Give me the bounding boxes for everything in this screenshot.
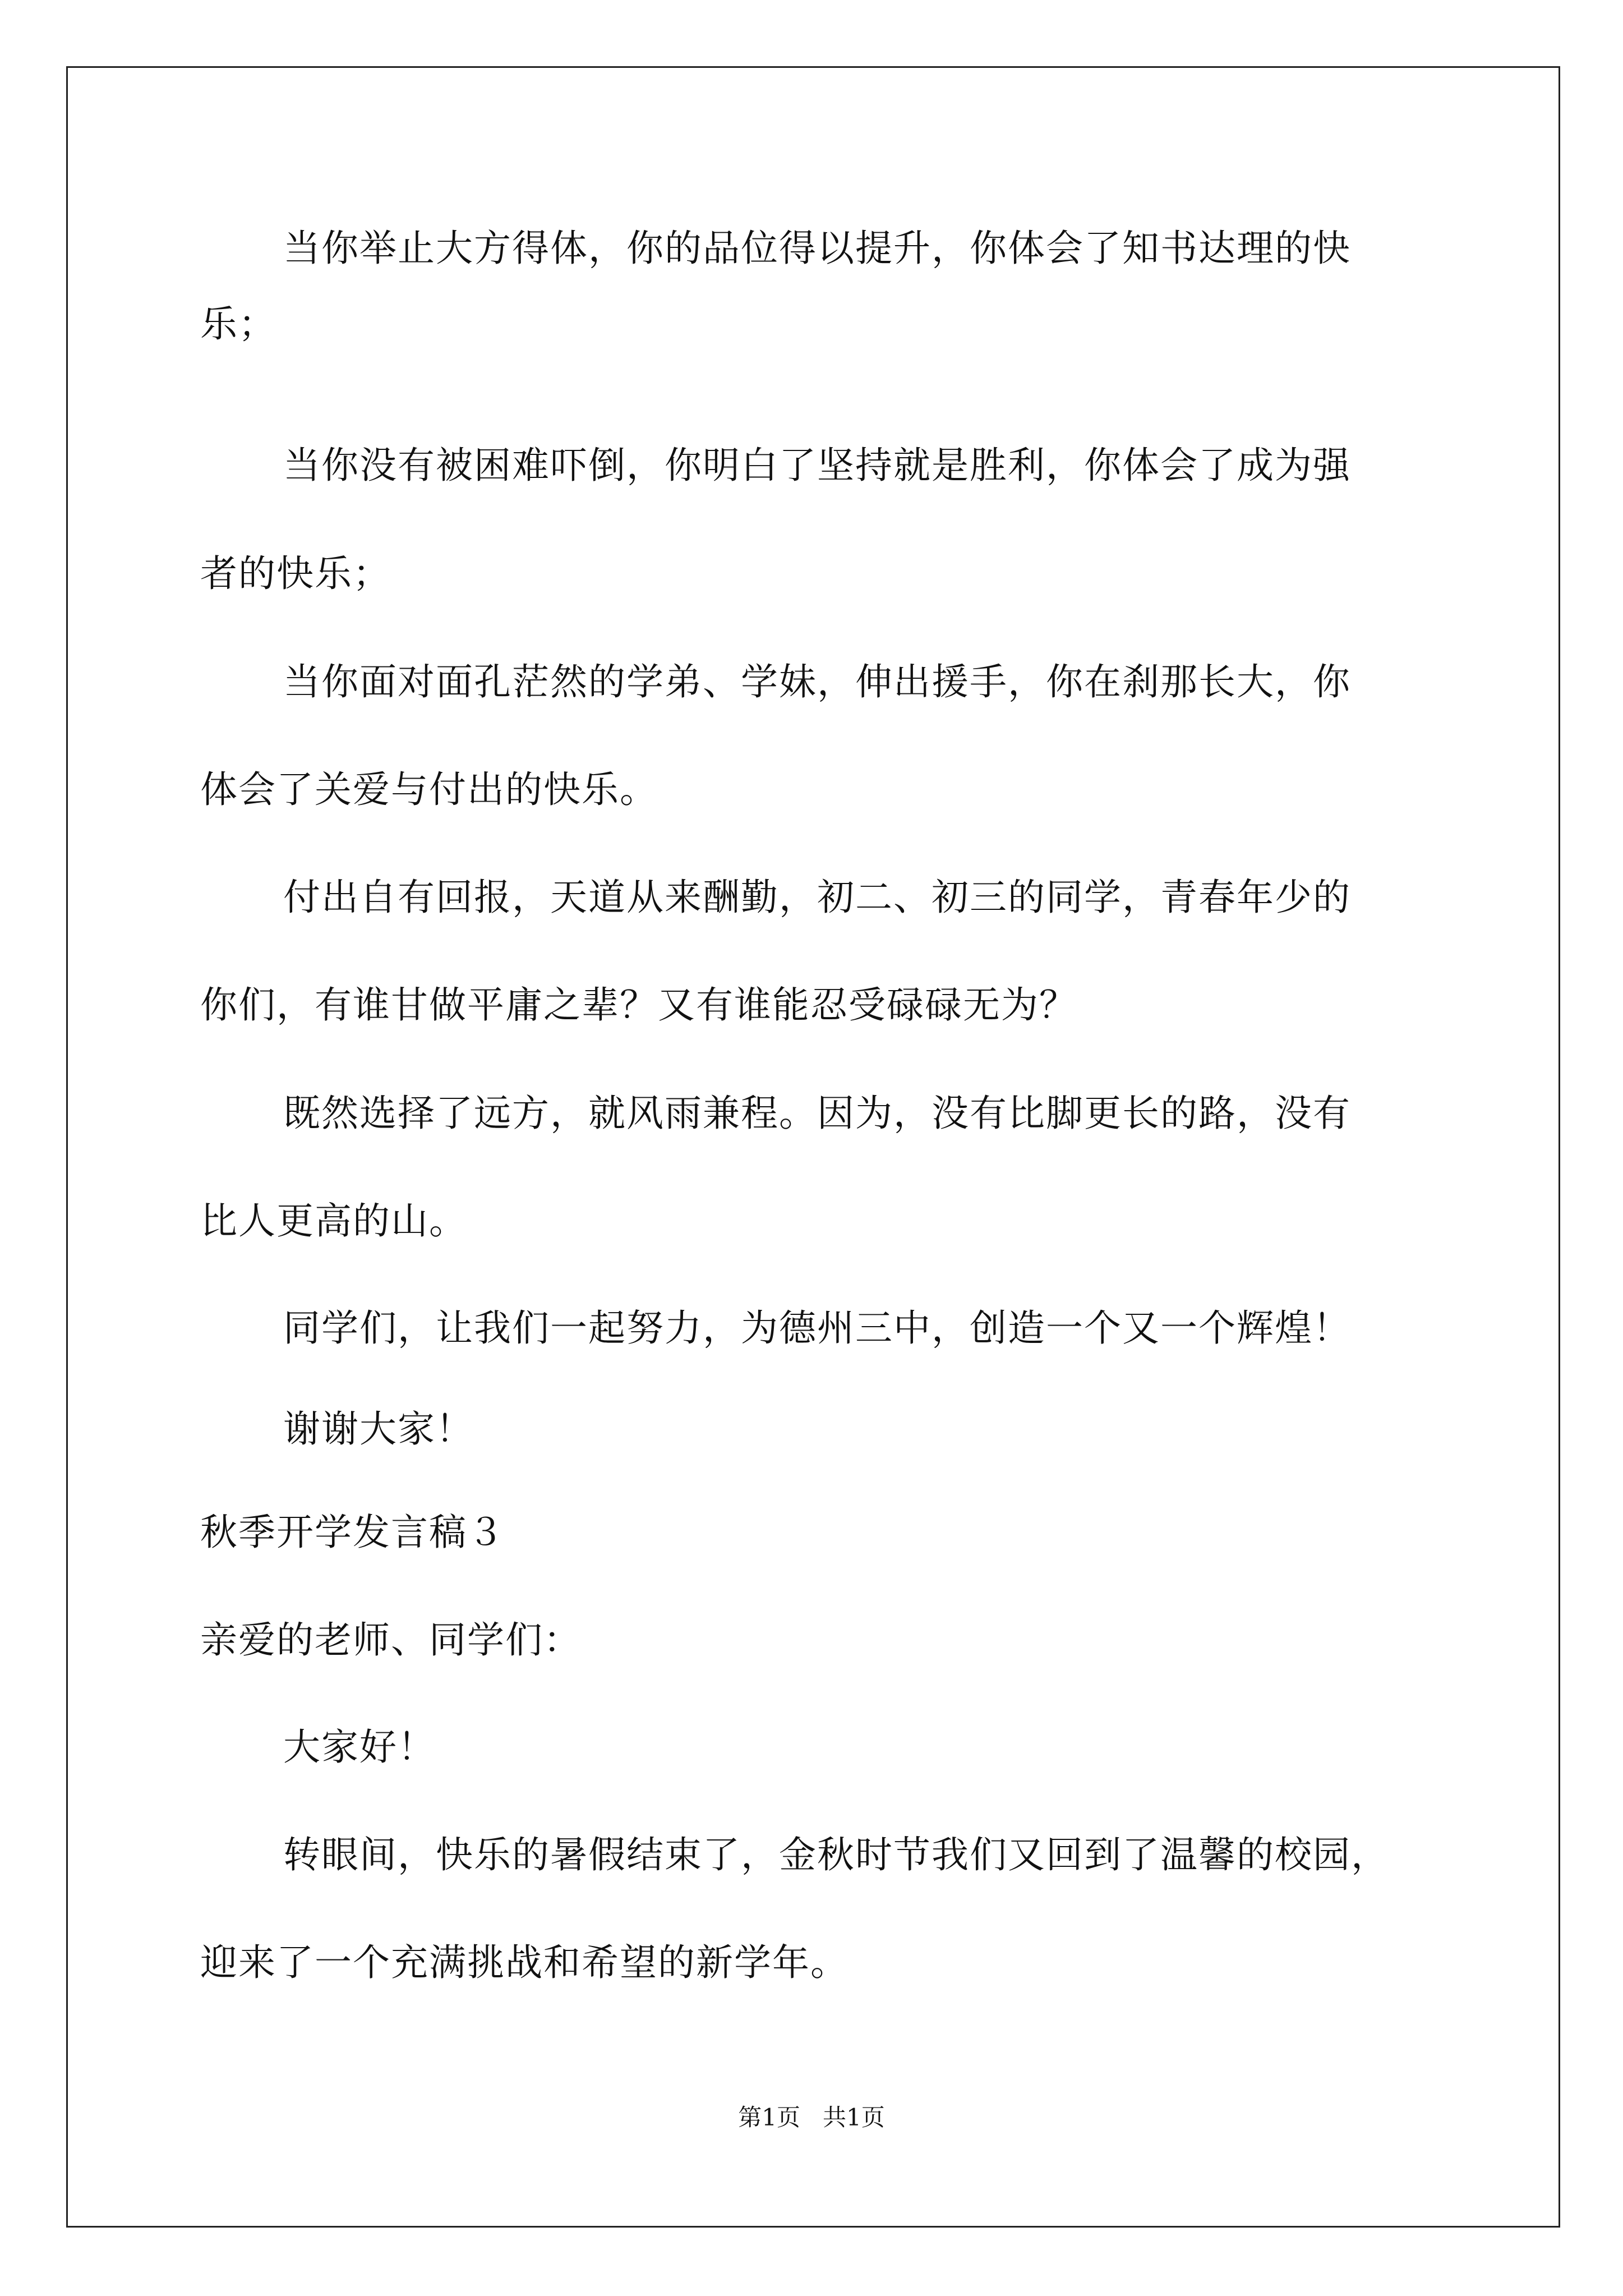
page-total: 共1页 <box>823 2104 885 2131</box>
page-number: 第1页 <box>738 2104 800 2131</box>
paragraph-line: 同学们，让我们一起努力，为德州三中，创造一个又一个辉煌！ <box>283 1306 1351 1350</box>
paragraph-line: 既然选择了远方，就风雨兼程。因为，没有比脚更长的路，没有 <box>283 1092 1351 1135</box>
paragraph-line: 乐； <box>200 302 276 346</box>
paragraph-line: 付出自有回报，天道从来酬勤，初二、初三的同学，青春年少的 <box>283 876 1351 919</box>
paragraph-line: 你们，有谁甘做平庸之辈？又有谁能忍受碌碌无为？ <box>200 983 1077 1027</box>
section-heading: 秋季开学发言稿３ <box>200 1511 505 1554</box>
page-border <box>66 66 1560 2228</box>
paragraph-line: 迎来了一个充满挑战和希望的新学年。 <box>200 1941 849 1984</box>
paragraph-line: 当你举止大方得体，你的品位得以提升，你体会了知书达理的快 <box>283 227 1351 270</box>
paragraph-line: 比人更高的山。 <box>200 1199 467 1243</box>
paragraph-line: 当你没有被困难吓倒，你明白了坚持就是胜利，你体会了成为强 <box>283 444 1351 487</box>
paragraph-line: 谢谢大家！ <box>283 1407 474 1451</box>
page-footer <box>0 2104 1623 2132</box>
paragraph-line: 当你面对面孔茫然的学弟、学妹，伸出援手，你在刹那长大，你 <box>283 660 1351 703</box>
greeting: 大家好！ <box>283 1726 436 1769</box>
paragraph-line: 者的快乐； <box>200 552 391 595</box>
salutation: 亲爱的老师、同学们： <box>200 1618 582 1662</box>
paragraph-line: 体会了关爱与付出的快乐。 <box>200 768 658 811</box>
paragraph-line: 转眼间，快乐的暑假结束了，金秋时节我们又回到了温馨的校园， <box>283 1833 1389 1876</box>
